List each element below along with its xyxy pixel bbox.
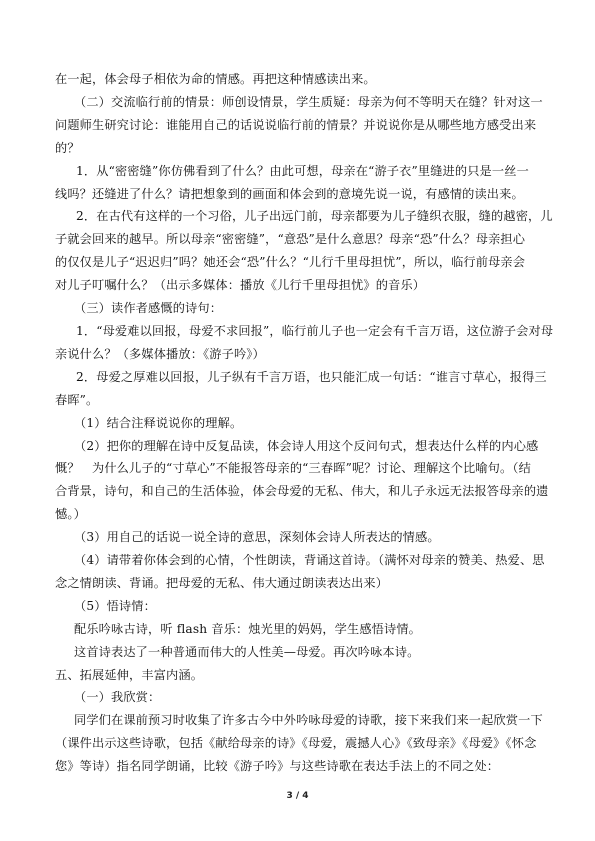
text-line: （2）把你的理解在诗中反复品读，体会诗人用这个反问句式，想表达什么样的内心感 [74,438,539,453]
text-line: 念之情朗读、背诵。把母爱的无私、伟大通过朗读表达出来） [55,575,389,590]
text-line: 的仅仅是儿子“迟迟归”吗？她还会“恐”什么？“儿行千里母担忧”，所以，临行前母亲会 [55,255,526,270]
text-line: 同学们在课前预习时收集了许多古今中外吟咏母爱的诗歌，接下来我们来一起欣赏一下 [74,713,543,728]
page-number: 3 / 4 [286,791,309,801]
text-line: （二）交流临行前的情景：师创设情景，学生质疑：母亲为何不等明天在缝？针对这一 [74,94,543,109]
text-line: 2．母爱之厚难以回报，儿子纵有千言万语，也只能汇成一句话：“谁言寸草心，报得三 [76,369,547,384]
text-line: 春晖”。 [55,392,99,407]
text-line: 1．从“密密缝”你仿佛看到了什么？由此可想，母亲在“游子衣”里缝进的只是一丝一 [76,163,529,178]
text-line: 您》等诗）指名同学朗诵，比较《游子吟》与这些诗歌在表达手法上的不同之处： [55,759,500,774]
text-line: （三）读作者感慨的诗句： [74,301,223,316]
text-line: 2．在古代有这样的一个习俗，儿子出远门前，母亲都要为儿子缝织衣服，缝的越密，儿 [76,209,553,224]
text-line: 亲说什么？（多媒体播放：《游子吟》） [55,346,265,361]
text-line: （课件出示这些诗歌，包括《献给母亲的诗》《母爱，震撼人心》《致母亲》《母爱》《怀念 [55,736,537,751]
text-line: 配乐吟咏古诗，听 flash 音乐：烛光里的妈妈，学生感悟诗情。 [74,621,422,636]
text-line: 子就会回来的越早。所以母亲“密密缝”，“意恐”是什么意思？母亲“恐”什么？母亲担心 [55,232,526,247]
text-line: （4）请带着你体会到的心情，个性朗读，背诵这首诗。（满怀对母亲的赞美、热爱、思 [74,553,545,568]
text-line: 慨？ 为什么儿子的“寸草心”不能报答母亲的“三春晖”呢？讨论、理解这个比喻句。（结 [55,461,531,476]
text-line: 问题师生研究讨论：谁能用自己的话说说临行前的情景？并说说你是从哪些地方感受出来 [55,117,537,132]
text-line: （3）用自己的话说一说全诗的意思，深刻体会诗人所表达的情感。 [74,530,440,545]
text-line: 五、拓展延伸，丰富内涵。 [55,667,204,682]
text-line: 线吗？还缝进了什么？请把想象到的画面和体会到的意境先说一说，有感情的读出来。 [55,186,524,201]
text-line: 对儿子叮嘱什么？（出示多媒体：播放《儿行千里母担忧》的音乐） [55,278,426,293]
text-line: 1．“母爱难以回报，母爱不求回报”，临行前儿子也一定会有千言万语，这位游子会对母 [76,323,554,338]
text-line: （5）悟诗情： [74,598,156,613]
text-line: 这首诗表达了一种普通而伟大的人性美—母爱。再次吟咏本诗。 [74,644,420,659]
text-line: 憾。） [55,507,86,522]
text-line: （一）我欣赏： [74,690,161,705]
text-line: 在一起，体会母子相依为命的情感。再把这种情感读出来。 [55,72,376,86]
text-line: （1）结合注释说说你的理解。 [74,415,243,430]
document-body [55,68,554,778]
text-line: 合背景，诗句，和自己的生活体验，体会母爱的无私、伟大，和儿子永远无法报答母亲的遗 [55,484,549,499]
text-line: 的？ [55,140,80,155]
